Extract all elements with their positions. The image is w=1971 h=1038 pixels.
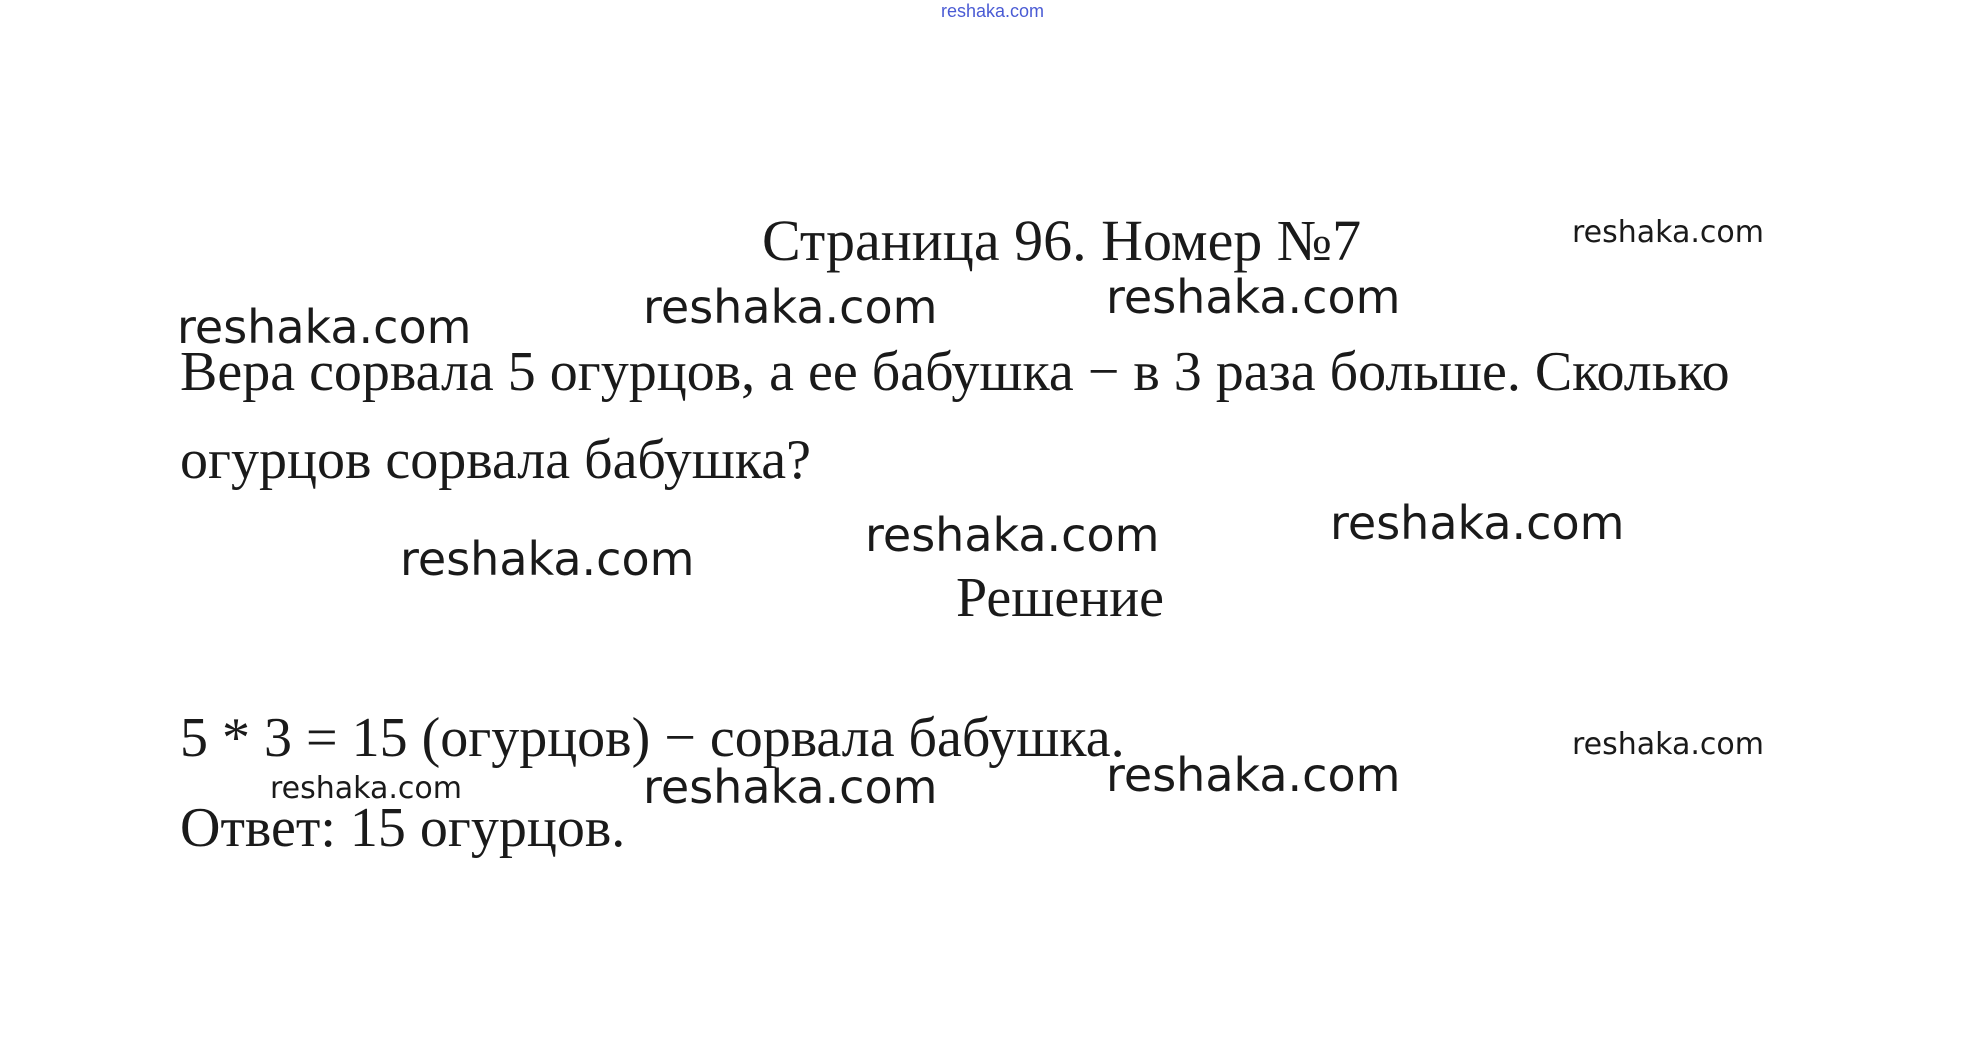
watermark: reshaka.com xyxy=(1106,748,1401,802)
watermark: reshaka.com xyxy=(865,508,1160,562)
page-title: Страница 96. Номер №7 xyxy=(762,208,1362,273)
solution-heading: Решение xyxy=(956,567,1165,629)
watermark: reshaka.com xyxy=(1106,270,1401,324)
watermark: reshaka.com xyxy=(643,760,938,814)
watermark: reshaka.com xyxy=(177,300,472,354)
watermark: reshaka.com xyxy=(1330,496,1625,550)
watermark: reshaka.com xyxy=(400,532,695,586)
watermark: reshaka.com xyxy=(1572,727,1764,762)
watermark: reshaka.com xyxy=(1572,215,1764,250)
problem-text-line-2: огурцов сорвала бабушка? xyxy=(180,429,811,491)
watermark: reshaka.com xyxy=(643,280,938,334)
watermark: reshaka.com xyxy=(270,771,462,806)
solution-line: 5 * 3 = 15 (огурцов) − сорвала бабушка. xyxy=(180,707,1125,769)
answer-line: Ответ: 15 огурцов. xyxy=(180,797,626,859)
site-link[interactable]: reshaka.com xyxy=(941,1,1045,21)
problem-text-line-1: Вера сорвала 5 огурцов, а ее бабушка − в 3 раза больше. Сколько xyxy=(180,341,1730,403)
